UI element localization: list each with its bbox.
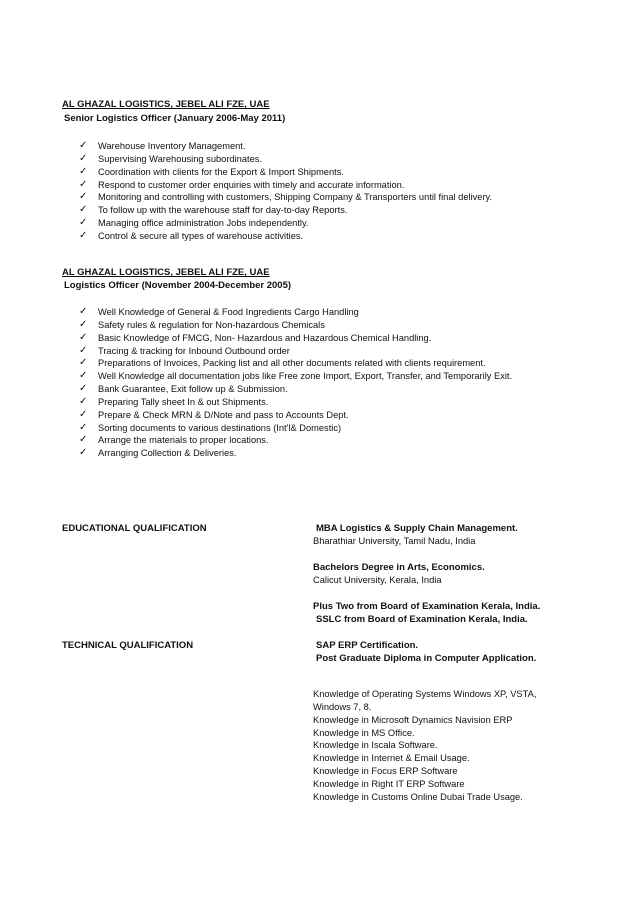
pg-diploma: Post Graduate Diploma in Computer Application. xyxy=(316,653,537,664)
duty-text: Well Knowledge all documentation jobs like Free zone Import, Export, Transfer, and Temporarily Exit. xyxy=(98,371,513,382)
bachelors-title: Bachelors Degree in Arts, Economics. xyxy=(313,562,485,573)
duty-text: Respond to customer order enquiries with timely and accurate information. xyxy=(98,179,405,190)
duty-text: Arrange the materials to proper locations. xyxy=(98,435,269,446)
duty-text: Preparing Tally sheet In & out Shipments. xyxy=(98,396,269,407)
job-1-role: Senior Logistics Officer (January 2006-May 2011) xyxy=(64,113,286,124)
technical-knowledge-list xyxy=(313,688,536,804)
education-heading: EDUCATIONAL QUALIFICATION xyxy=(62,523,207,534)
checkmark-icon: ✓ xyxy=(79,331,88,343)
checkmark-icon: ✓ xyxy=(79,318,88,330)
checkmark-icon: ✓ xyxy=(79,408,88,420)
duty-text: Supervising Warehousing subordinates. xyxy=(98,153,262,164)
duty-text: To follow up with the warehouse staff for day-to-day Reports. xyxy=(98,205,348,216)
duty-text: Safety rules & regulation for Non-hazardous Chemicals xyxy=(98,319,325,330)
checkmark-icon: ✓ xyxy=(79,370,88,382)
bachelors-institution: Calicut University, Kerala, India xyxy=(313,575,442,585)
duty-text: Arranging Collection & Deliveries. xyxy=(98,448,237,459)
list-item: Knowledge in MS Office. xyxy=(313,727,415,738)
sap-certification: SAP ERP Certification. xyxy=(316,640,419,651)
duty-text: Sorting documents to various destinations (Int'l& Domestic) xyxy=(98,422,342,433)
checkmark-icon: ✓ xyxy=(79,395,88,407)
duty-text: Prepare & Check MRN & D/Note and pass to Accounts Dept. xyxy=(98,409,349,420)
checkmark-icon: ✓ xyxy=(79,152,88,164)
list-item: Windows 7, 8. xyxy=(313,701,372,712)
checkmark-icon: ✓ xyxy=(79,191,88,203)
job-1-company: AL GHAZAL LOGISTICS, JEBEL ALI FZE, UAE xyxy=(62,99,270,110)
checkmark-icon: ✓ xyxy=(79,306,88,317)
checkmark-icon: ✓ xyxy=(79,217,88,229)
job-2-role: Logistics Officer (November 2004-December 2005) xyxy=(64,280,292,291)
duty-text: Control & secure all types of warehouse activities. xyxy=(98,230,304,241)
list-item: Knowledge in Right IT ERP Software xyxy=(313,778,465,789)
job-2-company: AL GHAZAL LOGISTICS, JEBEL ALI FZE, UAE xyxy=(62,267,270,278)
list-item: Knowledge in Internet & Email Usage. xyxy=(313,753,470,764)
duty-text: Preparations of Invoices, Packing list and all other documents related with clients requirement. xyxy=(98,358,486,369)
duty-text: Warehouse Inventory Management. xyxy=(98,141,246,151)
list-item: Knowledge in Microsoft Dynamics Navision ERP xyxy=(313,714,513,725)
duty-text: Managing office administration Jobs independently. xyxy=(98,218,309,229)
plus-two: Plus Two from Board of Examination Kerala, India. xyxy=(313,601,541,612)
checkmark-icon: ✓ xyxy=(79,357,88,369)
checkmark-icon: ✓ xyxy=(79,165,88,177)
list-item: Knowledge in Focus ERP Software xyxy=(313,766,458,777)
checkmark-icon: ✓ xyxy=(79,204,88,216)
duty-text: Bank Guarantee, Exit follow up & Submission. xyxy=(98,384,288,395)
sslc: SSLC from Board of Examination Kerala, India. xyxy=(316,614,528,625)
checkmark-icon: ✓ xyxy=(79,383,88,395)
duty-text: Well Knowledge of General & Food Ingredients Cargo Handling xyxy=(98,307,359,317)
mba-institution: Bharathiar University, Tamil Nadu, India xyxy=(313,536,476,546)
checkmark-icon: ✓ xyxy=(79,447,88,459)
duty-text: Coordination with clients for the Export & Import Shipments. xyxy=(98,166,344,177)
duty-text: Basic Knowledge of FMCG, Non- Hazardous and Hazardous Chemical Handling. xyxy=(98,332,432,343)
technical-heading: TECHNICAL QUALIFICATION xyxy=(62,640,194,651)
list-item: Knowledge of Operating Systems Windows XP, VSTA, xyxy=(313,689,537,699)
checkmark-icon: ✓ xyxy=(79,140,88,151)
duty-text: Monitoring and controlling with customers, Shipping Company & Transporters until final delivery. xyxy=(98,192,493,203)
checkmark-icon: ✓ xyxy=(79,178,88,190)
checkmark-icon: ✓ xyxy=(79,434,88,446)
checkmark-icon: ✓ xyxy=(79,229,88,241)
checkmark-icon: ✓ xyxy=(79,421,88,433)
checkmark-icon: ✓ xyxy=(79,344,88,356)
mba-title: MBA Logistics & Supply Chain Management. xyxy=(316,523,518,534)
list-item: Knowledge in Customs Online Dubai Trade Usage. xyxy=(313,791,523,802)
list-item: Knowledge in Iscala Software. xyxy=(313,740,438,751)
duty-text: Tracing & tracking for Inbound Outbound order xyxy=(98,345,290,356)
